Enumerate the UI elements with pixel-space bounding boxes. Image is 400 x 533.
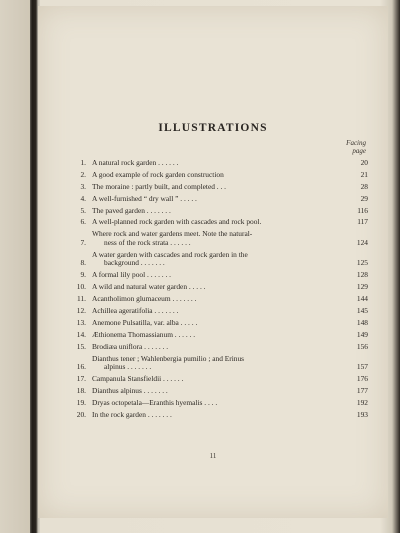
- item-caption-line: Dianthus alpinus . . . . . . .: [92, 386, 168, 395]
- item-page-number: 128: [356, 270, 368, 280]
- list-item: [74, 195, 368, 204]
- item-caption-line: Acantholimon glumaceum . . . . . . .: [92, 295, 197, 304]
- item-caption-line: Campanula Stansfieldii . . . . . .: [92, 375, 184, 384]
- item-caption-line: A natural rock garden . . . . . .: [92, 159, 179, 167]
- item-caption-line: A well-planned rock garden with cascades and rock pool.: [92, 218, 262, 227]
- item-page-number: 148: [356, 317, 368, 327]
- list-item: [74, 307, 368, 316]
- item-caption: [86, 171, 348, 180]
- item-page-number: 117: [357, 217, 368, 227]
- item-caption-line: Anemone Pulsatilla, var. alba . . . . .: [92, 318, 198, 327]
- item-page-number: 145: [356, 305, 368, 315]
- illustrations-list: [74, 159, 368, 423]
- item-page-number: 21: [360, 169, 368, 179]
- item-caption-line: In the rock garden . . . . . . .: [92, 410, 172, 419]
- item-number: 3.: [80, 181, 86, 191]
- item-number: 7.: [80, 237, 86, 247]
- list-item: [74, 375, 368, 384]
- list-item: [74, 183, 368, 192]
- list-item: [74, 218, 368, 227]
- item-number: 6.: [80, 217, 86, 227]
- list-item: [74, 399, 368, 408]
- book-page: [38, 6, 388, 518]
- item-caption-continuation: ness of the rock strata . . . . . .: [104, 237, 191, 247]
- item-page-number: 149: [356, 329, 368, 339]
- item-page-number: 29: [360, 193, 368, 203]
- item-caption: [86, 399, 348, 408]
- item-number: 15.: [76, 341, 86, 351]
- item-caption: [86, 411, 348, 420]
- list-item: [74, 295, 368, 304]
- item-page-number: 156: [356, 341, 368, 351]
- list-item: [74, 230, 368, 247]
- item-caption-line: A well-furnished “ dry wall ” . . . . .: [92, 194, 197, 203]
- item-caption-line: Dianthus tener ; Wahlenbergia pumilio ; and Erinus: [92, 354, 245, 363]
- item-page-number: 20: [360, 158, 368, 167]
- item-caption-line: The paved garden . . . . . . .: [92, 206, 171, 215]
- item-number: 18.: [76, 385, 86, 395]
- list-item: [74, 319, 368, 328]
- list-item: [74, 343, 368, 352]
- page-number: 11: [209, 452, 217, 460]
- list-item: [74, 387, 368, 396]
- item-caption-line: Brodiæa uniflora . . . . . . .: [92, 342, 169, 351]
- item-caption: [86, 218, 348, 227]
- facing-page-heading: [306, 139, 366, 155]
- item-number: 9.: [80, 270, 86, 280]
- item-caption: [86, 319, 348, 328]
- facing-label: Facing: [346, 139, 366, 147]
- item-number: 14.: [76, 329, 86, 339]
- item-caption: [86, 355, 348, 372]
- item-page-number: 116: [357, 205, 368, 215]
- item-caption: [86, 387, 348, 396]
- item-caption: [86, 195, 348, 204]
- list-item: [74, 283, 368, 292]
- item-caption-line: Dryas octopetala—Eranthis hyemalis . . . .: [92, 398, 218, 407]
- item-page-number: 144: [356, 294, 368, 304]
- list-item: [74, 411, 368, 420]
- item-page-number: 28: [360, 181, 368, 191]
- item-page-number: 124: [356, 237, 368, 247]
- list-item: [74, 251, 368, 268]
- item-page-number: 193: [356, 409, 368, 419]
- item-caption: [86, 331, 348, 340]
- list-item: [74, 171, 368, 180]
- item-caption: [86, 343, 348, 352]
- item-number: 2.: [80, 169, 86, 179]
- item-caption: [86, 375, 348, 384]
- item-number: 12.: [76, 305, 86, 315]
- item-page-number: 157: [356, 362, 368, 372]
- item-number: 1.: [80, 158, 86, 167]
- list-item: [74, 159, 368, 168]
- item-caption: [86, 251, 348, 268]
- item-caption-line: Where rock and water gardens meet. Note the natural-: [92, 230, 253, 239]
- item-page-number: 192: [356, 397, 368, 407]
- item-caption-line: A water garden with cascades and rock garden in the: [92, 250, 248, 259]
- item-page-number: 125: [356, 258, 368, 268]
- item-caption: [86, 207, 348, 216]
- list-item: [74, 355, 368, 372]
- item-caption-line: A wild and natural water garden . . . . .: [92, 283, 206, 292]
- item-page-number: 129: [356, 282, 368, 292]
- item-page-number: 177: [356, 385, 368, 395]
- item-caption: [86, 230, 348, 247]
- item-number: 19.: [76, 397, 86, 407]
- list-item: [74, 271, 368, 280]
- item-page-number: 176: [356, 374, 368, 384]
- item-number: 17.: [76, 374, 86, 384]
- item-caption: [86, 295, 348, 304]
- item-caption-continuation: alpinus . . . . . . .: [104, 362, 152, 372]
- item-caption-line: The moraine : partly built, and completed . . .: [92, 182, 227, 191]
- item-caption-line: Achillea ageratifolia . . . . . . .: [92, 306, 179, 315]
- item-number: 4.: [80, 193, 86, 203]
- item-caption: [86, 183, 348, 192]
- item-number: 10.: [76, 282, 86, 292]
- item-caption-line: A good example of rock garden construction: [92, 170, 224, 179]
- page-label: page: [352, 147, 366, 155]
- item-caption-continuation: background . . . . . . .: [104, 258, 165, 268]
- list-item: [74, 207, 368, 216]
- item-caption-line: A formal lily pool . . . . . . .: [92, 271, 172, 280]
- item-number: 5.: [80, 205, 86, 215]
- item-number: 11.: [77, 294, 86, 304]
- item-caption: [86, 159, 348, 168]
- item-number: 13.: [76, 317, 86, 327]
- item-caption: [86, 283, 348, 292]
- item-number: 20.: [76, 409, 86, 419]
- item-number: 8.: [80, 258, 86, 268]
- page-title: ILLUSTRATIONS: [158, 122, 268, 134]
- item-number: 16.: [76, 362, 86, 372]
- item-caption: [86, 271, 348, 280]
- list-item: [74, 331, 368, 340]
- item-caption-line: Æthionema Thomassianum . . . . . .: [92, 330, 196, 339]
- item-caption: [86, 307, 348, 316]
